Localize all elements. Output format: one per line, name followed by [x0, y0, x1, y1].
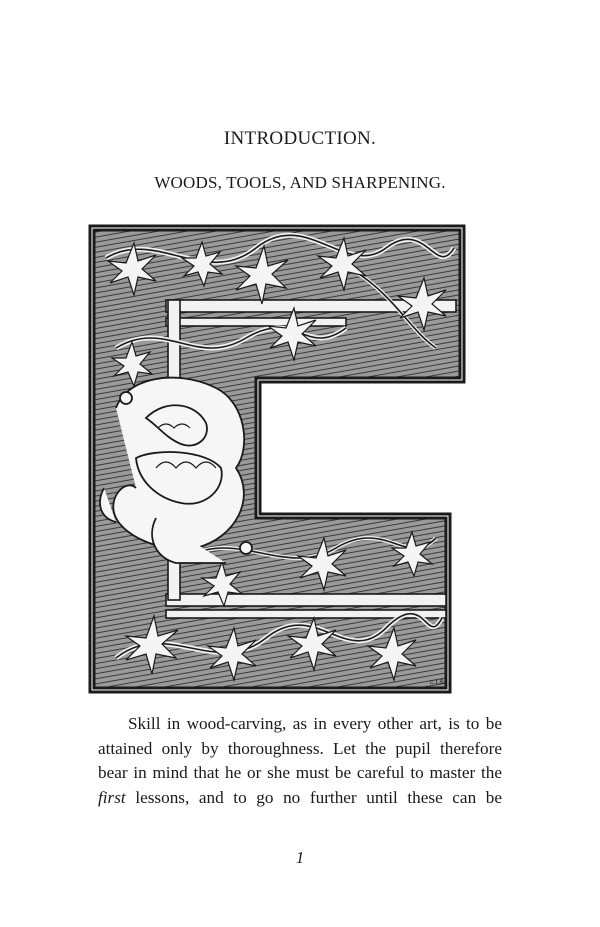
- body-line-3: bear in mind that he or she must be careful to master the: [98, 763, 502, 783]
- italic-word-first: first: [98, 787, 126, 807]
- body-line-1: Skill in wood-carving, as in every other art, is to be: [128, 714, 502, 733]
- body-line-4: [98, 786, 502, 811]
- body-line-4-rest: lessons, and to go no further until these can be: [125, 787, 502, 807]
- body-line-2: attained only by thoroughness. Let the pupil therefore: [98, 738, 502, 758]
- chapter-subtitle: WOODS, TOOLS, AND SHARPENING.: [154, 173, 446, 192]
- decorated-initial-c-illustration: [86, 218, 466, 696]
- engraver-signature: c.t.&c.: [430, 679, 450, 686]
- chapter-title: INTRODUCTION.: [223, 128, 377, 149]
- body-paragraph: [98, 712, 502, 810]
- page-number: 1: [295, 848, 305, 867]
